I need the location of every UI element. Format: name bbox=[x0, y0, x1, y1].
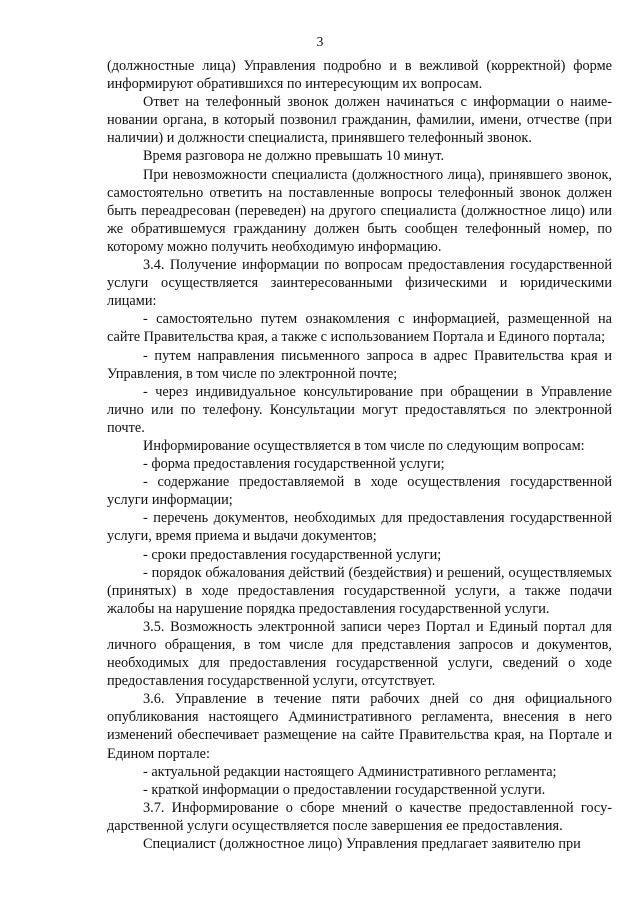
list-item: - перечень документов, необходимых для предоставления государственной услуги, время приема и выдачи документов; bbox=[107, 510, 612, 545]
list-item: - форма предоставления государственной услуги; bbox=[143, 456, 445, 473]
paragraph: При невозможности специалиста (должностного лица), принявшего звонок, самостоятельно ответить на поставленные вопросы телефонный звонок должен быть переадресован (переведен) на другого специалиста (должностное лицо) или же обратившемуся гражданину должен быть сообщен телефонный номер, по которому можно получить необходимую информацию. bbox=[107, 166, 612, 255]
paragraph: Специалист (должностное лицо) Управления предлагает заявителю при bbox=[143, 836, 581, 853]
list-item: - сроки предоставления государственной услуги; bbox=[143, 546, 442, 563]
list-item: - путем направления письменного запроса в адрес Правительства края и Управления, в том числе по электронной почте; bbox=[107, 347, 612, 382]
paragraph: Время разговора не должно превышать 10 минут. bbox=[143, 148, 445, 165]
list-item: - самостоятельно путем ознакомления с информацией, размещенной на сайте Правительства края, а также с использованием Портала и Единого портала; bbox=[107, 311, 612, 346]
paragraph: Ответ на телефонный звонок должен начинаться с информации о наименовании органа, в который позвонил гражданин, фамилии, имени, отчестве (при наличии) и должности специалиста, принявшего телефонный звонок. bbox=[107, 94, 612, 147]
paragraph: 3.7. Информирование о сборе мнений о качестве предоставленной государственной услуги осуществляется после завершения ее предоставления. bbox=[107, 799, 612, 834]
paragraph: Информирование осуществляется в том числе по следующим вопросам: bbox=[143, 437, 585, 454]
paragraph: 3.4. Получение информации по вопросам предоставления государственной услуги осуществляется заинтересованными физическими и юридическими лицами: bbox=[107, 257, 612, 310]
list-item: - через индивидуальное консультирование при обращении в Управление лично или по телефону. Консультации могут предоставляться по электронной почте. bbox=[107, 383, 612, 436]
paragraph: (должностные лица) Управления подробно и в вежливой (корректной) форме информируют обратившихся по интересующим их вопросам. bbox=[107, 58, 612, 93]
list-item: - краткой информации о предоставлении государственной услуги. bbox=[143, 781, 546, 798]
document-body bbox=[107, 57, 612, 853]
page-number: 3 bbox=[316, 34, 324, 49]
list-item: - актуальной редакции настоящего Административного регламента; bbox=[143, 763, 557, 780]
paragraph: 3.6. Управление в течение пяти рабочих дней со дня официального опубликования настоящего Административного регламента, внесения в него изменений обеспечивает размещение на сайте Правительства края, на Портале и Едином портале: bbox=[107, 691, 612, 762]
paragraph: 3.5. Возможность электронной записи через Портал и Единый портал для личного обращения, в том числе для представления запросов и документов, необходимых для предоставления государственной услуги, сведений о ходе предоставления государственной услуги, отсутствует. bbox=[107, 618, 612, 690]
list-item: - порядок обжалования действий (бездействия) и решений, осуществляемых (принятых) в ходе предоставления государственной услуги, а также подачи жалобы на нарушение порядка предоставления государственной услуги. bbox=[107, 564, 612, 617]
list-item: - содержание предоставляемой в ходе осуществления государственной услуги информации; bbox=[107, 474, 612, 509]
